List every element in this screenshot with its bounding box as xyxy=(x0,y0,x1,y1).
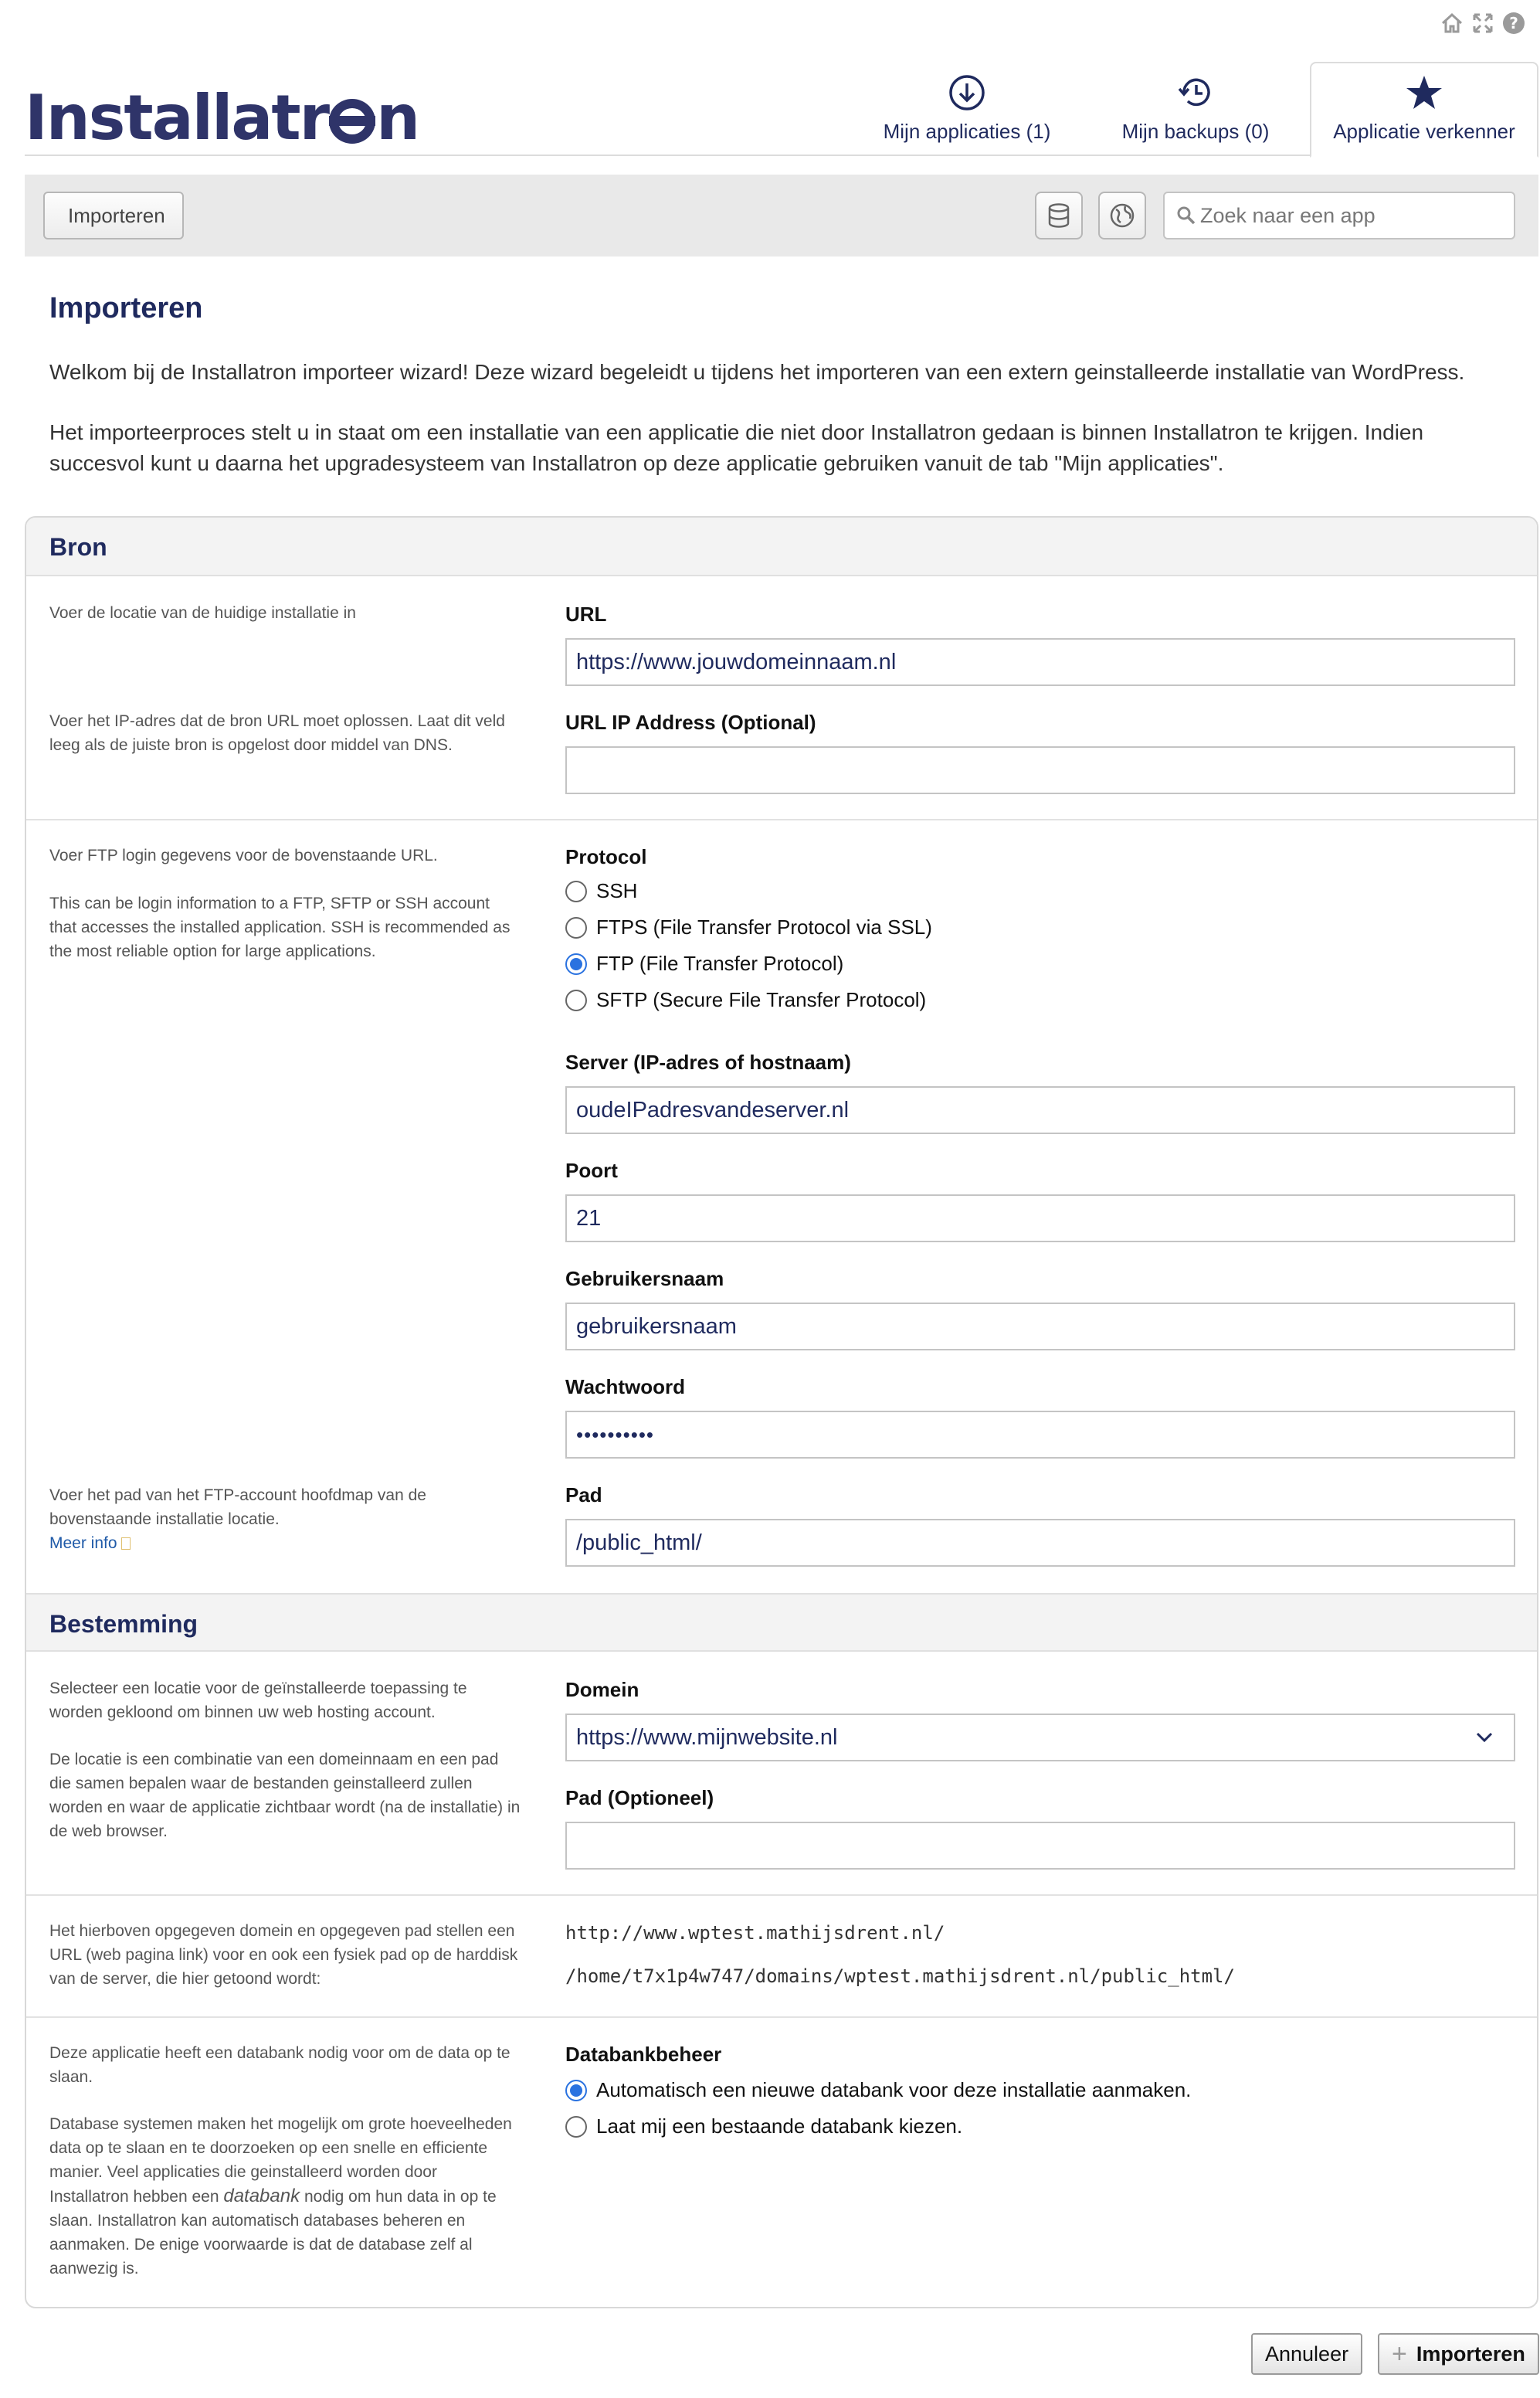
search-input[interactable] xyxy=(1200,204,1494,228)
more-info-link[interactable]: Meer info xyxy=(49,1534,131,1552)
import-button-label: Importeren xyxy=(1416,2342,1525,2366)
home-icon[interactable] xyxy=(1440,11,1464,36)
username-label: Gebruikersnaam xyxy=(565,1267,724,1290)
globe-button[interactable] xyxy=(1098,192,1146,239)
intro-paragraph-2: Het importeerproces stelt u in staat om een installatie van een applicatie die niet door Installatron gedaan is binnen Installatron te krijgen. Indien succesvol kunt u daarna het upgradesysteem van Installatron op deze applicatie gebruiken vanuit de tab "Mijn applicaties". xyxy=(49,420,1424,475)
database-icon xyxy=(1045,202,1073,229)
fullscreen-icon[interactable] xyxy=(1470,11,1495,36)
protocol-option-ftp[interactable] xyxy=(565,952,843,976)
path-description-text: Voer het pad van het FTP-account hoofdmap van de bovenstaande installatie locatie. xyxy=(49,1486,426,1528)
radio-button[interactable] xyxy=(565,881,587,902)
path-input[interactable] xyxy=(565,1519,1515,1567)
chevron-down-icon xyxy=(1474,1727,1495,1748)
radio-label: SSH xyxy=(596,879,638,902)
radio-label: Laat mij een bestaande databank kiezen. xyxy=(596,2114,963,2138)
divider xyxy=(26,2016,1537,2018)
tab-label: Mijn applicaties (1) xyxy=(883,120,1051,143)
ip-label: URL IP Address (Optional) xyxy=(565,711,816,734)
database-description: Deze applicatie heeft een databank nodig voor om de data op te slaan. xyxy=(49,2044,511,2086)
optional-path-label: Pad (Optioneel) xyxy=(565,1786,714,1809)
svg-text:?: ? xyxy=(1509,14,1518,32)
domain-description-extra: De locatie is een combinatie van een domeinnaam en een pad die samen bepalen waar de bestanden geinstalleerd zullen worden en waar de applicatie zichtbaar wordt (na de installatie) in de web browser. xyxy=(49,1751,521,1840)
resolved-url: http://www.wptest.mathijsdrent.nl/ xyxy=(565,1922,945,1944)
external-link-icon xyxy=(121,1537,131,1550)
domain-select-value: https://www.mijnwebsite.nl xyxy=(576,1724,838,1750)
database-management-label: Databankbeheer xyxy=(565,2043,722,2066)
password-label: Wachtwoord xyxy=(565,1375,686,1398)
divider xyxy=(26,1894,1537,1896)
divider xyxy=(26,819,1537,820)
server-label: Server (IP-adres of hostnaam) xyxy=(565,1051,851,1074)
tab-my-applications[interactable] xyxy=(853,62,1081,156)
tab-label: Mijn backups (0) xyxy=(1121,120,1270,143)
ip-input[interactable] xyxy=(565,746,1515,794)
database-option-auto[interactable] xyxy=(565,2078,1191,2102)
port-input[interactable] xyxy=(565,1194,1515,1242)
domain-description: Selecteer een locatie voor de geïnstalleerde toepassing te worden gekloond om binnen uw web hosting account. xyxy=(49,1680,467,1721)
password-input[interactable] xyxy=(565,1411,1515,1459)
resolved-path: /home/t7x1p4w747/domains/wptest.mathijsdrent.nl/public_html/ xyxy=(565,1965,1235,1987)
section-heading-source: Bron xyxy=(26,518,1537,576)
port-label: Poort xyxy=(565,1159,618,1182)
logo-text-end: n xyxy=(376,82,419,154)
protocol-option-sftp[interactable] xyxy=(565,988,926,1012)
radio-label: FTPS (File Transfer Protocol via SSL) xyxy=(596,915,932,939)
intro-paragraph-1: Welkom bij de Installatron importeer wizard! Deze wizard begeleidt u tijdens het importeren van een extern geinstalleerde installatie van WordPress. xyxy=(49,360,1465,384)
protocol-label: Protocol xyxy=(565,845,647,868)
main-tabs xyxy=(853,62,1538,156)
page-title: Importeren xyxy=(49,292,203,324)
utility-icons xyxy=(1440,11,1526,36)
database-option-existing[interactable] xyxy=(565,2114,962,2138)
radio-label: FTP (File Transfer Protocol) xyxy=(596,952,844,975)
import-button[interactable] xyxy=(1378,2333,1539,2375)
ftp-description-extra: This can be login information to a FTP, SFTP or SSH account that accesses the installed application. SSH is recommended as the most reliable option for large applications. xyxy=(49,895,511,960)
help-icon[interactable] xyxy=(1501,11,1526,36)
logo-o-mark xyxy=(329,99,375,144)
radio-label: Automatisch een nieuwe databank voor deze installatie aanmaken. xyxy=(596,2078,1192,2101)
installatron-logo[interactable] xyxy=(25,82,419,154)
path-label: Pad xyxy=(565,1483,602,1506)
optional-path-input[interactable] xyxy=(565,1822,1515,1870)
database-button[interactable] xyxy=(1035,192,1083,239)
download-circle-icon xyxy=(948,73,986,112)
tab-application-browser[interactable] xyxy=(1310,62,1538,158)
breadcrumb-import[interactable]: Importeren xyxy=(43,192,184,239)
radio-button[interactable] xyxy=(565,2116,587,2138)
ftp-description: Voer FTP login gegevens voor de bovenstaande URL. xyxy=(49,847,438,864)
url-input[interactable] xyxy=(565,638,1515,686)
radio-button-selected[interactable] xyxy=(565,953,587,975)
username-input[interactable] xyxy=(565,1303,1515,1350)
radio-button-selected[interactable] xyxy=(565,2080,587,2101)
radio-button[interactable] xyxy=(565,990,587,1011)
server-input[interactable] xyxy=(565,1086,1515,1134)
protocol-option-ssh[interactable] xyxy=(565,879,637,903)
url-label: URL xyxy=(565,603,607,626)
ip-description: Voer het IP-adres dat de bron URL moet oplossen. Laat dit veld leeg als de juiste bron is opgelost door middel van DNS. xyxy=(49,712,505,754)
cancel-button[interactable]: Annuleer xyxy=(1251,2333,1362,2375)
path-description xyxy=(49,1483,521,1555)
toolbar xyxy=(25,175,1538,256)
domain-label: Domein xyxy=(565,1678,639,1701)
radio-label: SFTP (Secure File Transfer Protocol) xyxy=(596,988,927,1011)
star-icon xyxy=(1405,73,1443,112)
app-header xyxy=(25,62,1538,156)
database-description-extra: Database systemen maken het mogelijk om grote hoeveelheden data op te slaan en te doorzoeken op een snelle en efficiente manier. Veel applicaties die geinstalleerd worden door Installatron hebben een databank nodig om hun data in op te slaan. Installatron kan automatisch databases beheren en aanmaken. De enige voorwaarde is dat de database zelf al aanwezig is. xyxy=(49,2115,512,2277)
import-form-panel xyxy=(25,516,1538,2308)
search-box[interactable] xyxy=(1163,192,1515,239)
logo-text-start: Installatr xyxy=(25,82,329,154)
tab-label: Applicatie verkenner xyxy=(1333,120,1515,143)
globe-icon xyxy=(1108,202,1136,229)
url-description: Voer de locatie van de huidige installatie in xyxy=(49,604,356,622)
search-icon xyxy=(1175,205,1197,226)
protocol-option-ftps[interactable] xyxy=(565,915,932,939)
resolved-description: Het hierboven opgegeven domein en opgegeven pad stellen een URL (web pagina link) voor en ook een fysiek pad op de harddisk van de server, die hier getoond wordt: xyxy=(49,1922,518,1988)
history-clock-icon xyxy=(1176,73,1215,112)
plus-icon: + xyxy=(1392,2339,1407,2369)
domain-select[interactable] xyxy=(565,1714,1515,1761)
tab-my-backups[interactable] xyxy=(1081,62,1310,156)
section-heading-destination: Bestemming xyxy=(26,1593,1537,1652)
radio-button[interactable] xyxy=(565,917,587,939)
